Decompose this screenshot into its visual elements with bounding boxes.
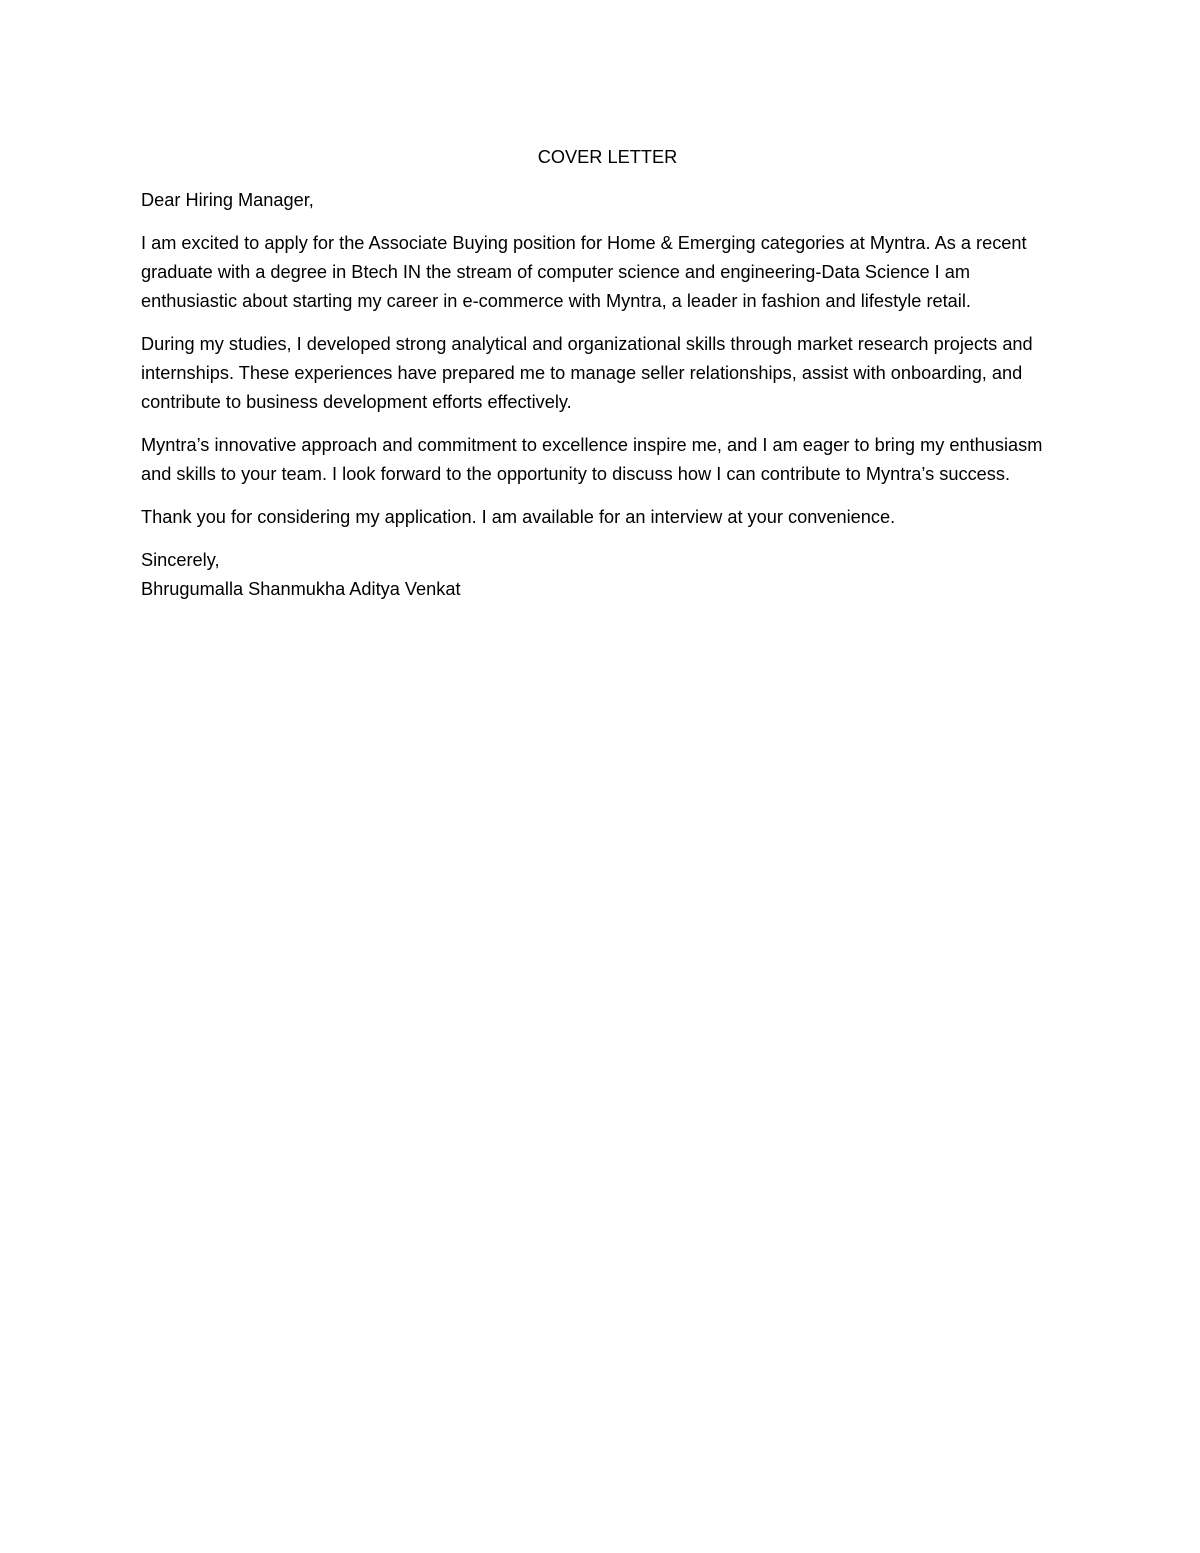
letter-body: [141, 143, 1066, 604]
signature: Bhrugumalla Shanmukha Aditya Venkat: [141, 579, 461, 599]
paragraph-motivation: Myntra’s innovative approach and commitment to excellence inspire me, and I am eager to bring my enthusiasm and skills to your team. I look forward to the opportunity to discuss how I can contribute to Myntra’s success.: [141, 435, 1043, 484]
closing: Sincerely,: [141, 550, 220, 570]
paragraph-intro: I am excited to apply for the Associate Buying position for Home & Emerging categories at Myntra. As a recent graduate with a degree in Btech IN the stream of computer science and engineering-Data Science I am enthusiastic about starting my career in e-commerce with Myntra, a leader in fashion and lifestyle retail.: [141, 233, 1027, 311]
salutation: Dear Hiring Manager,: [141, 190, 314, 210]
paragraph-studies: During my studies, I developed strong analytical and organizational skills through market research projects and internships. These experiences have prepared me to manage seller relationships, assist with onboarding, and contribute to business development efforts effectively.: [141, 334, 1033, 412]
document-title: COVER LETTER: [537, 147, 678, 167]
closing-block: [141, 546, 1066, 604]
paragraph-thanks: Thank you for considering my application. I am available for an interview at your convenience.: [141, 507, 896, 527]
